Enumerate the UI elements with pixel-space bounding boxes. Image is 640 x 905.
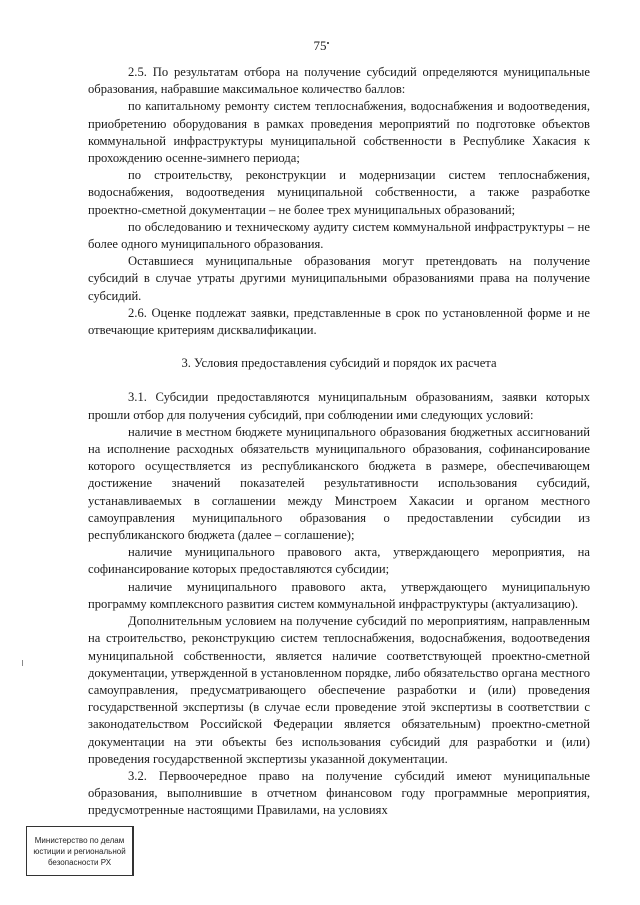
paragraph-2-6: 2.6. Оценке подлежат заявки, представленные в срок по установленной форме и не отвечающие критериям дисквалификации. xyxy=(88,305,590,338)
paragraph-2-5: 2.5. По результатам отбора на получение субсидий определяются муниципальные образования, набравшие максимальное количество баллов: xyxy=(88,65,590,97)
ministry-stamp xyxy=(26,826,134,876)
paragraph-construction: по строительству, реконструкции и модернизации систем теплоснабжения, водоснабжения, водоотведения муниципальной собственности, а также разработке проектно-сметной документации – не более трех муниципальных образований; xyxy=(88,168,590,217)
stamp-line: Министерство по делам xyxy=(34,836,125,845)
section-heading: 3. Условия предоставления субсидий и порядок их расчета xyxy=(181,356,497,371)
paragraph-remaining: Оставшиеся муниципальные образования могут претендовать на получение субсидий в случае утраты другими муниципальными образованиями права на получение субсидий. xyxy=(88,254,590,303)
paragraph-3-2: 3.2. Первоочередное право на получение субсидий имеют муниципальные образования, выполнившие в отчетном финансовом году программные мероприятия, предусмотренные настоящими Правилами, на условиях xyxy=(88,768,590,818)
scan-mark xyxy=(327,42,329,44)
stamp-line: безопасности РХ xyxy=(47,858,112,867)
paragraph-capital-repair: по капитальному ремонту систем теплоснабжения, водоснабжения и водоотведения, приобретению оборудования в рамках проведения мероприятий по подготовке объектов коммунальной инфраструктуры муниципальной собственности в Республике Хакасия к прохождению осенне-зимнего периода; xyxy=(88,99,590,166)
document-body xyxy=(88,64,590,820)
paragraph-3-1: 3.1. Субсидии предоставляются муниципальным образованиям, заявки которых прошли отбор для получения субсидий, при соблюдении ими следующих условий: xyxy=(88,390,590,422)
paragraph-audit: по обследованию и техническому аудиту систем коммунальной инфраструктуры – не более одного муниципального образования. xyxy=(88,219,590,252)
paragraph-legal-act: наличие муниципального правового акта, утверждающего мероприятия, на софинансирование которых предоставляются субсидии; xyxy=(88,545,590,577)
paragraph-program-act: наличие муниципального правового акта, утверждающего муниципальную программу комплексного развития систем коммунальной инфраструктуры (актуализацию). xyxy=(88,579,590,611)
page-number: 75 xyxy=(313,38,327,53)
paragraph-budget-condition: наличие в местном бюджете муниципального образования бюджетных ассигнований на исполнение расходных обязательств муниципального образования, софинансирование которого осуществляется из республиканского бюджета в размере, обеспечивающем достижение значений показателей результативности использования субсидий, устанавливаемых в соглашении между Минстроем Хакасии и органом местного самоуправления муниципального образования о предоставлении субсидии из республиканского бюджета (далее – соглашение); xyxy=(88,424,590,543)
scan-mark xyxy=(22,660,23,666)
paragraph-additional-condition: Дополнительным условием на получение субсидий по мероприятиям, направленным на строительство, реконструкцию систем теплоснабжения, водоснабжения, водоотведения муниципальной собственности, является наличие соответствующей проектно-сметной документации, утвержденной в установленном порядке, либо обязательство органа местного самоуправления, предусматривающего обеспечение разработки и (или) проведения государственной экспертизы (в случае если проведение этой экспертизы в соответствии с законодательством Российской Федерации является обязательным) проектно-сметной документации на эти объекты без использования субсидий для разработки и (или) проведения государственной экспертизы указанной документации. xyxy=(88,614,590,766)
stamp-line: юстиции и региональной xyxy=(33,847,126,856)
